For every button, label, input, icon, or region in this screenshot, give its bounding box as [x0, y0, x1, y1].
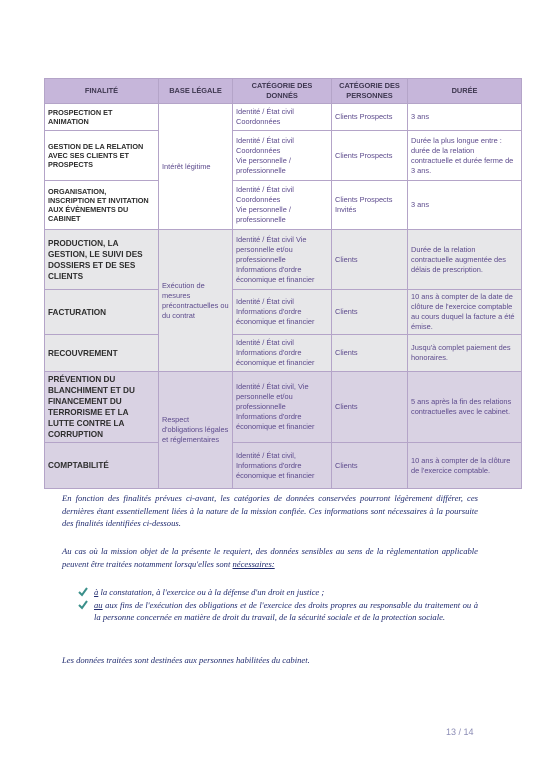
sensitive-data-list	[78, 586, 478, 624]
checkmark-bullet-icon	[78, 587, 88, 597]
header-categorie-donnees: CATÉGORIE DES DONNÉS	[233, 79, 332, 104]
base-legale-cell: Respect d'obligations légales et réglementaires	[159, 372, 233, 489]
personnes-cell: Clients	[332, 372, 408, 443]
duree-cell: 3 ans	[408, 181, 522, 230]
table-row	[45, 104, 522, 131]
table-row	[45, 372, 522, 443]
duree-cell: Durée de la relation contractuelle augmentée des délais de prescription.	[408, 230, 522, 290]
paragraph-finalites: En fonction des finalités prévues ci-avant, les catégories de données conservées pourront légèrement différer, ces dernières étant essentiellement liées à la nature de la mission confiée. Ces informations sont nécessaires à la poursuite des finalités identifiées ci-dessous.	[62, 493, 478, 529]
finalite-cell: PROSPECTION ET ANIMATION	[45, 104, 159, 131]
finalite-cell: PRODUCTION, LA GESTION, LE SUIVI DES DOSSIERS ET DE SES CLIENTS	[45, 230, 159, 290]
donnees-cell: Identité / État civil Coordonnées Vie personnelle / professionnelle	[233, 181, 332, 230]
finalite-cell: COMPTABILITÉ	[45, 443, 159, 489]
base-legale-cell: Exécution de mesures précontractuelles ou du contrat	[159, 230, 233, 372]
duree-cell: 3 ans	[408, 104, 522, 131]
paragraph-donnees-sensibles	[62, 545, 478, 570]
header-finalite: FINALITÉ	[45, 79, 159, 104]
donnees-cell: Identité / État civil Coordonnées Vie personnelle / professionnelle	[233, 131, 332, 181]
table-row	[45, 290, 522, 335]
bullet-underlined: au	[94, 599, 103, 610]
table-row	[45, 181, 522, 230]
duree-cell: Durée la plus longue entre : durée de la relation contractuelle et durée ferme de 3 ans.	[408, 131, 522, 181]
donnees-cell: Identité / État civil Coordonnées	[233, 104, 332, 131]
personnes-cell: Clients Prospects Invités	[332, 181, 408, 230]
header-duree: DURÉE	[408, 79, 522, 104]
donnees-cell: Identité / État civil, Informations d'ordre économique et financier	[233, 443, 332, 489]
donnees-cell: Identité / État civil, Vie personnelle et/ou professionnelle Informations d'ordre économique et financier	[233, 372, 332, 443]
bullet-text: aux fins de l'exécution des obligations et de l'exercice des droits propres au responsable du traitement ou à la personne concernée en matière de droit du travail, de la sécurité sociale et de la protection sociale.	[94, 599, 478, 623]
personnes-cell: Clients	[332, 290, 408, 335]
duree-cell: 10 ans à compter de la date de clôture de l'exercice comptable au cours duquel la facture a été émise.	[408, 290, 522, 335]
duree-cell: Jusqu'à complet paiement des honoraires.	[408, 335, 522, 372]
personnes-cell: Clients	[332, 443, 408, 489]
donnees-cell: Identité / État civil Informations d'ordre économique et financier	[233, 290, 332, 335]
checkmark-bullet-icon	[78, 600, 88, 610]
underlined-word: nécessaires:	[232, 558, 275, 569]
donnees-cell: Identité / État civil Informations d'ordre économique et financier	[233, 335, 332, 372]
page-number: 13 / 14	[446, 727, 474, 737]
donnees-cell: Identité / État civil Vie personnelle et/ou professionnelle Informations d'ordre économique et financier	[233, 230, 332, 290]
header-categorie-personnes: CATÉGORIE DES PERSONNES	[332, 79, 408, 104]
table-header-row	[45, 79, 522, 104]
finalite-cell: GESTION DE LA RELATION AVEC SES CLIENTS ET PROSPECTS	[45, 131, 159, 181]
list-item	[78, 599, 478, 624]
personnes-cell: Clients	[332, 230, 408, 290]
finalite-cell: RECOUVREMENT	[45, 335, 159, 372]
finalite-cell: FACTURATION	[45, 290, 159, 335]
table-row	[45, 443, 522, 489]
paragraph-text: Au cas où la mission objet de la présente le requiert, des données sensibles au sens de la règlementation applicable peuvent être traitées notamment lorsqu'elles sont	[62, 546, 478, 569]
personnes-cell: Clients Prospects	[332, 131, 408, 181]
personnes-cell: Clients	[332, 335, 408, 372]
bullet-underlined: à	[94, 587, 99, 597]
finalite-cell: ORGANISATION, INSCRIPTION ET INVITATION AUX ÉVÈNEMENTS DU CABINET	[45, 181, 159, 230]
table-row	[45, 131, 522, 181]
duree-cell: 10 ans à compter de la clôture de l'exercice comptable.	[408, 443, 522, 489]
bullet-text: la constatation, à l'exercice ou à la défense d'un droit en justice ;	[98, 587, 325, 597]
personnes-cell: Clients Prospects	[332, 104, 408, 131]
header-base-legale: BASE LÉGALE	[159, 79, 233, 104]
data-retention-table	[44, 78, 522, 489]
duree-cell: 5 ans après la fin des relations contractuelles avec le cabinet.	[408, 372, 522, 443]
finalite-cell: PRÉVENTION DU BLANCHIMENT ET DU FINANCEMENT DU TERRORISME ET LA LUTTE CONTRE LA CORRUPTION	[45, 372, 159, 443]
table-row	[45, 230, 522, 290]
list-item	[78, 586, 478, 599]
base-legale-cell: Intérêt légitime	[159, 104, 233, 230]
table-row	[45, 335, 522, 372]
paragraph-destinataires: Les données traitées sont destinées aux personnes habilitées du cabinet.	[62, 655, 310, 665]
